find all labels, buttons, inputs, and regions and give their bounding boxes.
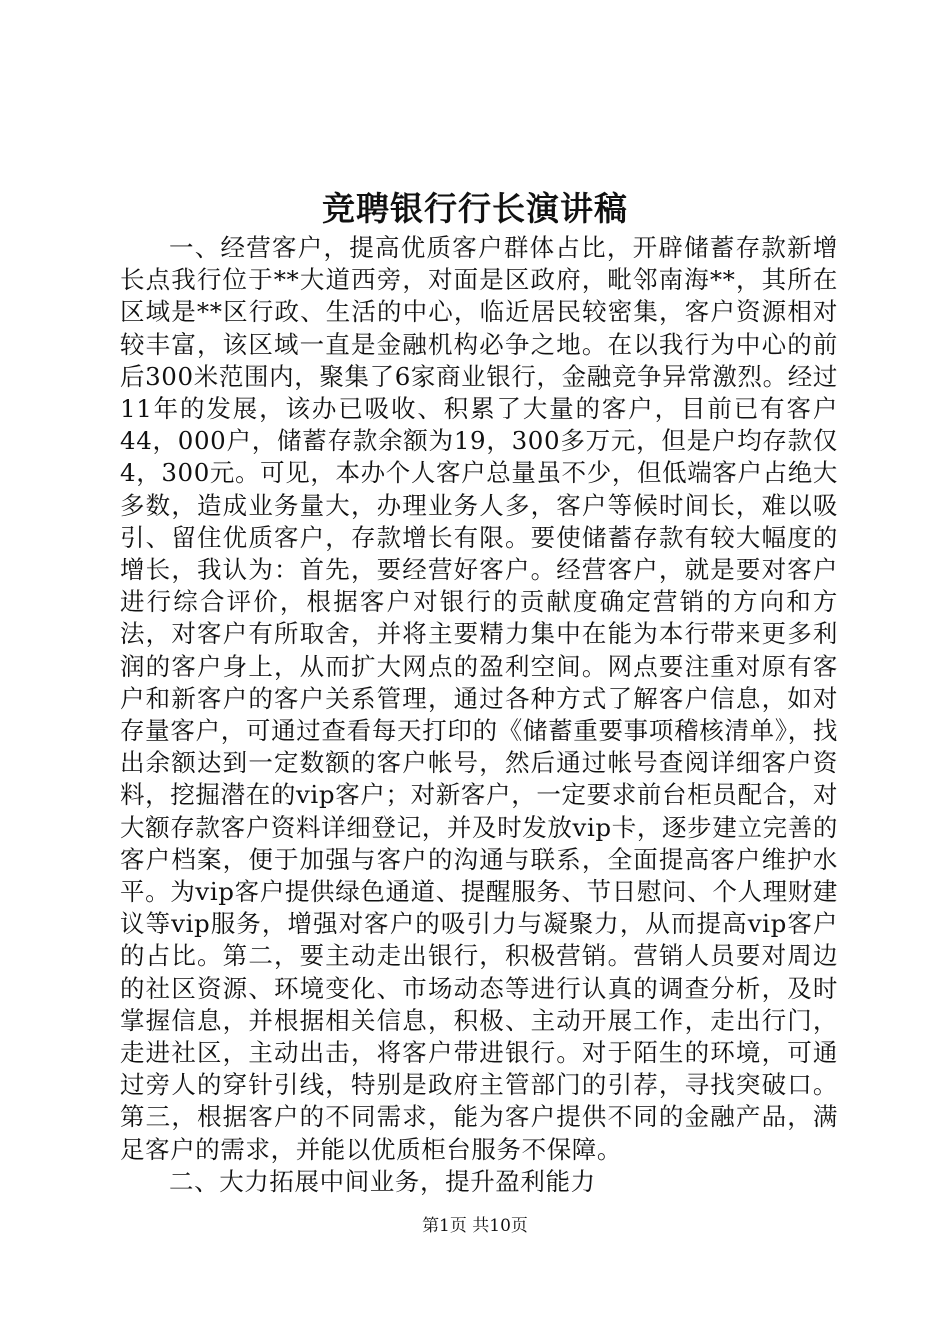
document-title: 竞聘银行行长演讲稿 bbox=[322, 189, 628, 228]
body-paragraph-1: 一、经营客户，提高优质客户群体占比，开辟储蓄存款新增长点我行位于**大道西旁，对面是区政府，毗邻南海**，其所在区域是**区行政、生活的中心，临近居民较密集，客户资源相对较丰富，该区域一直是金融机构必争之地。在以我行为中心的前后300米范围内，聚集了6家商业银行，金融竞争异常激烈。经过11年的发展，该办已吸收、积累了大量的客户，目前已有客户44，000户，储蓄存款余额为19，300多万元，但是户均存款仅4，300元。可见，本办个人客户总量虽不少，但低端客户占绝大多数，造成业务量大，办理业务人多，客户等候时间长，难以吸引、留住优质客户，存款增长有限。要使储蓄存款有较大幅度的增长，我认为：首先，要经营好客户。经营客户，就是要对客户进行综合评价，根据客户对银行的贡献度确定营销的方向和方法，对客户有所取舍，并将主要精力集中在能为本行带来更多利润的客户身上，从而扩大网点的盈利空间。网点要注重对原有客户和新客户的客户关系管理，通过各种方式了解客户信息，如对存量客户，可通过查看每天打印的《储蓄重要事项稽核清单》，找出余额达到一定数额的客户帐号，然后通过帐号查阅详细客户资料，挖掘潜在的vip客户；对新客户，一定要求前台柜员配合，对大额存款客户资料详细登记，并及时发放vip卡，逐步建立完善的客户档案，便于加强与客户的沟通与联系，全面提高客户维护水平。为vip客户提供绿色通道、提醒服务、节日慰问、个人理财建议等vip服务，增强对客户的吸引力与凝聚力，从而提高vip客户的占比。第二，要主动走出银行，积极营销。营销人员要对周边的社区资源、环境变化、市场动态等进行认真的调查分析，及时掌握信息，并根据相关信息，积极、主动开展工作，走出行门，走进社区，主动出击，将客户带进银行。对于陌生的环境，可通过旁人的穿针引线，特别是政府主管部门的引荐，寻找突破口。第三，根据客户的不同需求，能为客户提供不同的金融产品，满足客户的需求，并能以优质柜台服务不保障。 bbox=[120, 233, 838, 1164]
document-body bbox=[120, 232, 838, 1198]
page-number-footer: 第1页 共10页 bbox=[422, 1216, 528, 1236]
body-paragraph-2: 二、大力拓展中间业务，提升盈利能力 bbox=[169, 1166, 596, 1196]
